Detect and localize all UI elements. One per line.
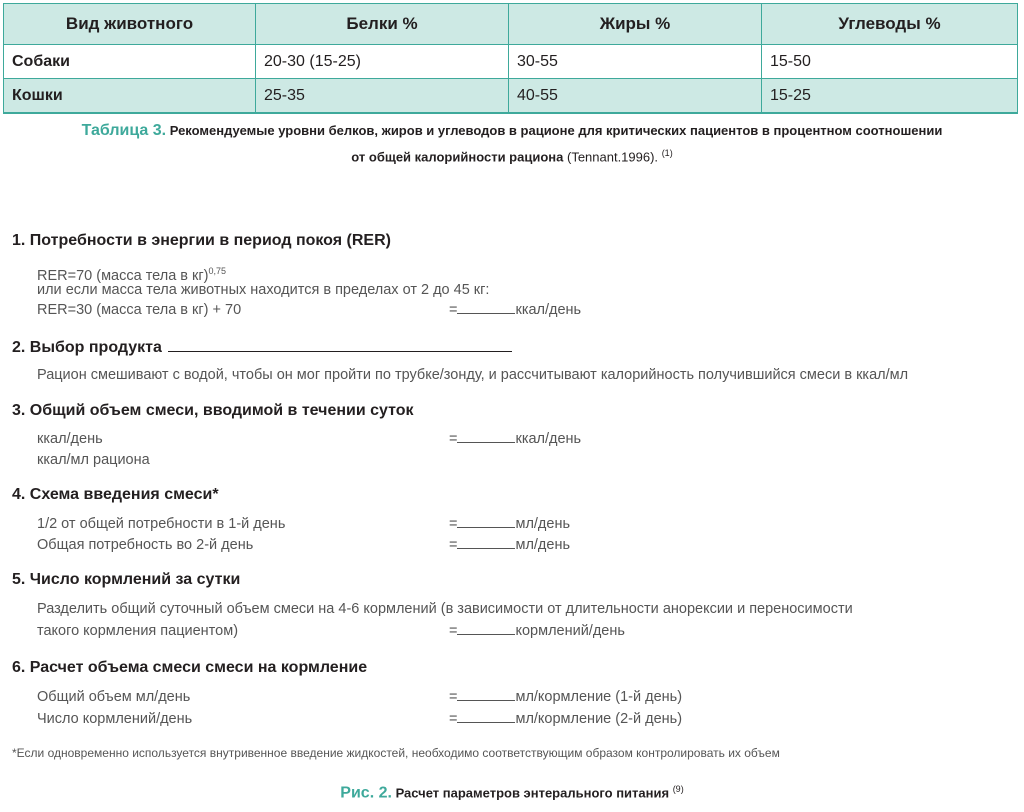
s5-equals: =	[449, 623, 458, 639]
s3-denominator: ккал/мл рациона	[37, 452, 150, 468]
table-row	[4, 79, 1018, 114]
section-6-title: 6. Расчет объема смеси смеси на кормление	[12, 659, 368, 676]
s1-unit: ккал/день	[515, 302, 582, 318]
table-row	[4, 45, 1018, 79]
s4-unit-1: мл/день	[515, 516, 571, 532]
section-2-title: 2. Выбор продукта	[12, 339, 162, 356]
footnote: *Если одновременно используется внутривенное введение жидкостей, необходимо соответствующим образом контролировать их объем	[12, 746, 780, 760]
table-caption-ref: (1)	[661, 148, 673, 158]
table-cell-species: Собаки	[4, 45, 256, 79]
column-header-proteins: Белки %	[256, 4, 509, 45]
table-cell-proteins: 20-30 (15-25)	[256, 45, 509, 79]
table-caption-line-2	[6, 143, 1018, 167]
s4-line-1: 1/2 от общей потребности в 1-й день	[37, 516, 286, 532]
s4-result-1	[449, 515, 570, 533]
s6-line-2: Число кормлений/день	[37, 711, 193, 727]
s6-answer-blank-2	[457, 710, 515, 723]
s1-answer-blank	[457, 301, 515, 314]
s5-unit: кормлений/день	[515, 623, 625, 639]
s6-unit-2: мл/кормление (2-й день)	[515, 711, 683, 727]
table-caption	[6, 121, 1018, 141]
s4-line-2: Общая потребность во 2-й день	[37, 537, 254, 553]
s4-answer-blank-2	[457, 536, 515, 549]
table-caption-text-1: Рекомендуемые уровни белков, жиров и углеводов в рационе для критических пациентов в процентном соотношении	[169, 123, 943, 138]
s4-unit-2: мл/день	[515, 537, 571, 553]
column-header-carbs: Углеводы %	[762, 4, 1018, 45]
s6-unit-1: мл/кормление (1-й день)	[515, 689, 683, 705]
s6-equals-2: =	[449, 711, 458, 727]
table-header-row	[4, 4, 1018, 45]
s3-equals: =	[449, 431, 458, 447]
s1-exponent: 0,75	[208, 266, 227, 276]
s6-line-1: Общий объем мл/день	[37, 689, 191, 705]
section-4-title: 4. Схема введения смеси*	[12, 486, 219, 503]
table-cell-species: Кошки	[4, 79, 256, 114]
s3-answer-blank	[457, 430, 515, 443]
s1-result	[449, 301, 581, 319]
figure-caption-text: Расчет параметров энтерального питания	[395, 785, 670, 801]
table-cell-fats: 30-55	[509, 45, 762, 79]
table-caption-label: Таблица 3.	[81, 122, 167, 139]
table-caption-text-2: от общей калорийности рациона	[351, 149, 564, 165]
table-cell-carbs: 15-50	[762, 45, 1018, 79]
section-3-title: 3. Общий объем смеси, вводимой в течении суток	[12, 402, 414, 419]
s4-equals-2: =	[449, 537, 458, 553]
s5-line-1: Разделить общий суточный объем смеси на 4-6 кормлений (в зависимости от длительности анорексии и переносимости	[37, 601, 853, 617]
s6-equals-1: =	[449, 689, 458, 705]
figure-caption-label: Рис. 2.	[340, 784, 392, 802]
section-1-title: 1. Потребности в энергии в период покоя (RER)	[12, 232, 391, 249]
product-blank-line	[168, 337, 512, 352]
figure-caption-ref: (9)	[672, 784, 684, 794]
column-header-species: Вид животного	[4, 4, 256, 45]
s6-answer-blank-1	[457, 688, 515, 701]
table-caption-source: (Tennant.1996).	[566, 149, 659, 165]
s1-equals: =	[449, 302, 458, 318]
s1-condition: или если масса тела животных находится в пределах от 2 до 45 кг:	[37, 282, 490, 298]
s3-numerator: ккал/день	[37, 431, 103, 447]
nutrient-table	[3, 3, 1018, 114]
table-cell-carbs: 15-25	[762, 79, 1018, 114]
s5-result	[449, 622, 625, 640]
section-2-heading	[12, 337, 512, 358]
s5-line-2: такого кормления пациентом)	[37, 623, 239, 639]
s1-formula-1-text: RER=70 (масса тела в кг)	[37, 267, 209, 284]
s3-result	[449, 430, 581, 448]
s4-answer-blank-1	[457, 515, 515, 528]
s6-result-2	[449, 710, 682, 728]
s6-result-1	[449, 688, 682, 706]
column-header-fats: Жиры %	[509, 4, 762, 45]
section-5-title: 5. Число кормлений за сутки	[12, 571, 241, 588]
s2-text: Рацион смешивают с водой, чтобы он мог пройти по трубке/зонду, и рассчитывают калорийность получившийся смеси в ккал/мл	[37, 367, 909, 383]
s5-answer-blank	[457, 622, 515, 635]
s3-unit: ккал/день	[515, 431, 582, 447]
s4-equals-1: =	[449, 516, 458, 532]
table-cell-fats: 40-55	[509, 79, 762, 114]
s4-result-2	[449, 536, 570, 554]
figure-caption	[0, 784, 1024, 802]
s1-formula-2: RER=30 (масса тела в кг) + 70	[37, 302, 242, 318]
table-cell-proteins: 25-35	[256, 79, 509, 114]
